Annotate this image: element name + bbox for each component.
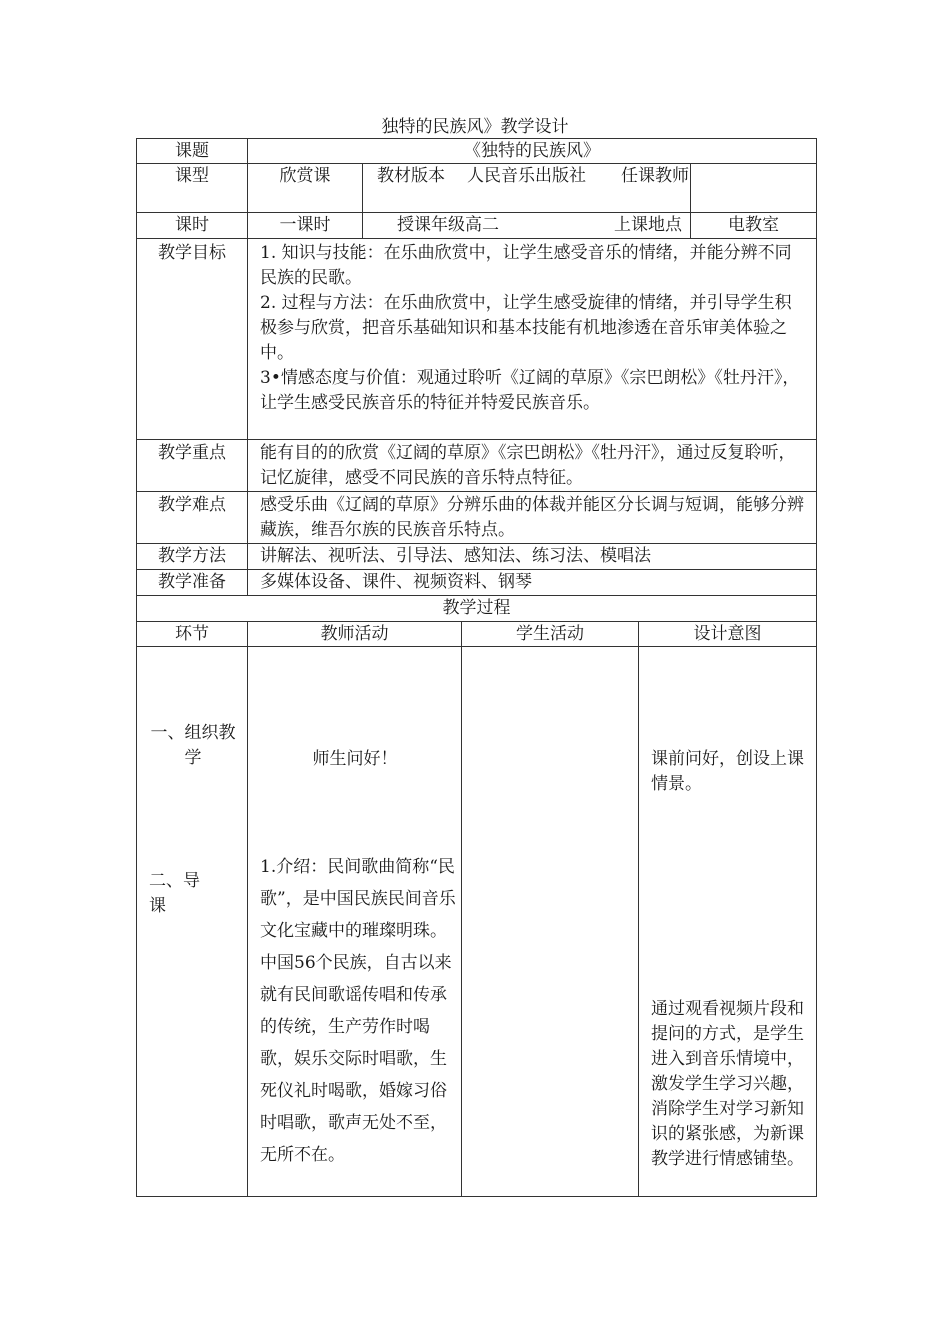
document-title: 独特的民族风》教学设计 [381, 117, 569, 137]
edition-group [363, 164, 691, 212]
header-intent: 设计意图 [639, 622, 817, 647]
stage-2-intent: 通过观看视频片段和提问的方式，是学生进入到音乐情境中，激发学生学习兴趣，消除学生对学习新知识的紧张感，为新课教学进行情感铺垫。 [651, 999, 804, 1169]
methods-label: 教学方法 [137, 544, 248, 570]
difficulties-label: 教学难点 [137, 492, 248, 544]
type-cell [248, 164, 817, 213]
hours-cell [248, 213, 817, 239]
preparation-value: 多媒体设备、课件、视频资料、钢琴 [248, 570, 817, 596]
teacher-column [248, 647, 462, 1197]
hours-value: 一课时 [248, 213, 363, 238]
place-value: 电教室 [728, 215, 779, 235]
stage-1-teacher: 师生问好！ [312, 749, 398, 769]
key-points-value: 能有目的的欣赏《辽阔的草原》《宗巴朗松》《牡丹汗》，通过反复聆听，记忆旋律，感受不同民族的音乐特点特征。 [248, 440, 817, 492]
place-label: 上课地点 [614, 215, 682, 235]
stage-2-teacher: 1.介绍：民间歌曲简称“民歌”，是中国民族民间音乐文化宝藏中的璀璨明珠。中国56个民族，自古以来就有民间歌谣传唱和传承的传统，生产劳作时喝歌，娱乐交际时唱歌，生死仪礼时喝歌，婚嫁习俗时唱歌，歌声无处不至，无所不在。 [260, 857, 456, 1165]
student-column [462, 647, 639, 1197]
type-label: 课型 [137, 164, 248, 213]
objective-2: 2. 过程与方法：在乐曲欣赏中，让学生感受旋律的情绪，并引导学生积极参与欣赏，把音乐基础知识和基本技能有机地渗透在音乐审美体验之中。 [260, 293, 792, 363]
topic-label: 课题 [137, 139, 248, 164]
row-process-headers [137, 622, 817, 647]
header-teacher: 教师活动 [248, 622, 462, 647]
row-topic [137, 139, 817, 164]
objective-3: 3•情感态度与价值：观通过聆听《辽阔的草原》《宗巴朗松》《牡丹汗》，让学生感受民族音乐的特征并特爱民族音乐。 [260, 368, 800, 413]
intent-column [639, 647, 817, 1197]
difficulties-value: 感受乐曲《辽阔的草原》分辨乐曲的体裁并能区分长调与短调，能够分辨藏族，维吾尔族的民族音乐特点。 [248, 492, 817, 544]
row-key-points [137, 440, 817, 492]
type-value: 欣赏课 [248, 164, 363, 212]
grade-group [363, 213, 691, 238]
teacher-value [691, 164, 816, 212]
edition-label: 教材版本 [377, 166, 445, 186]
stage-1-name: 一、组织教学 [150, 723, 236, 768]
header-stage: 环节 [137, 622, 248, 647]
stage-1-intent: 课前问好，创设上课情景。 [651, 749, 804, 794]
key-points-label: 教学重点 [137, 440, 248, 492]
row-type [137, 164, 817, 213]
grade-text: 授课年级高二 [397, 215, 499, 235]
objectives-label: 教学目标 [137, 239, 248, 440]
objective-1: 1. 知识与技能：在乐曲欣赏中，让学生感受音乐的情绪，并能分辨不同民族的民歌。 [260, 243, 792, 288]
stage-2-name: 二、导课 [149, 871, 200, 916]
row-preparation [137, 570, 817, 596]
lesson-plan-table [136, 138, 817, 1197]
process-title: 教学过程 [137, 596, 817, 622]
topic-value: 《独特的民族风》 [248, 139, 817, 164]
preparation-label: 教学准备 [137, 570, 248, 596]
hours-label: 课时 [137, 213, 248, 239]
edition-value: 人民音乐出版社 [467, 166, 586, 186]
stage-column [137, 647, 248, 1197]
row-process-title [137, 596, 817, 622]
methods-value: 讲解法、视听法、引导法、感知法、练习法、模唱法 [248, 544, 817, 570]
objectives-content [248, 239, 817, 440]
row-difficulties [137, 492, 817, 544]
row-objectives [137, 239, 817, 440]
row-hours [137, 213, 817, 239]
row-methods [137, 544, 817, 570]
row-process-body [137, 647, 817, 1197]
header-student: 学生活动 [462, 622, 639, 647]
teacher-label: 任课教师 [621, 166, 689, 186]
